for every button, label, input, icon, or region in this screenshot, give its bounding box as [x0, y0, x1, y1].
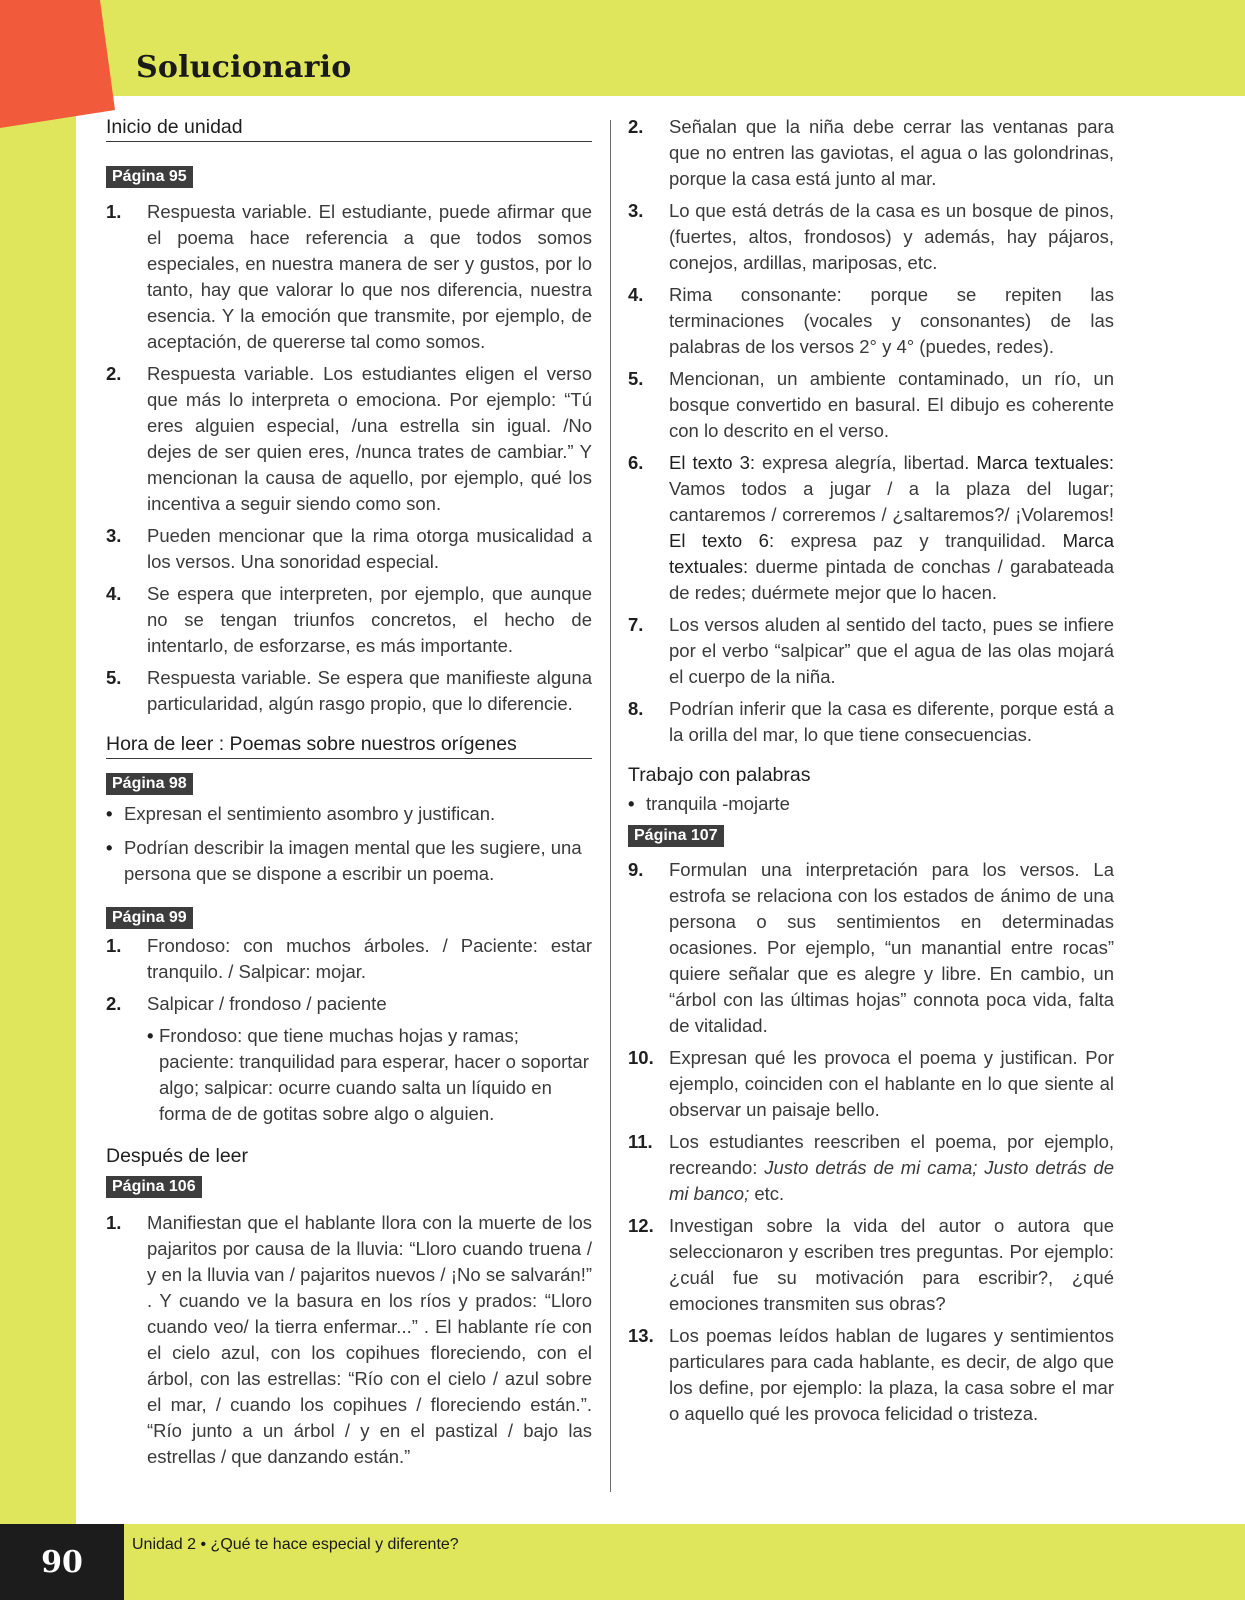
list-item: 2. Respuesta variable. Los estudiantes eligen el verso que más lo interpreta o emociona. Por ejemplo: “Tú eres alguien especial, /una estrella sin igual. /No dejes de ser quien eres, /nunca trates de cambiar.” Y mencionan la causa de aquello, por ejemplo, qué los incentiva a seguir siendo como son.: [106, 363, 592, 514]
list-item: 12. Investigan sobre la vida del autor o autora que seleccionaron y escriben tres preguntas. Por ejemplo: ¿cuál fue su motivación para escribir?, ¿qué emociones transmiten sus obras?: [628, 1215, 1114, 1314]
list-item: 2. Señalan que la niña debe cerrar las ventanas para que no entren las gaviotas, el agua o las golondrinas, porque la casa está junto al mar.: [628, 116, 1114, 189]
list-item: 8. Podrían inferir que la casa es diferente, porque está a la orilla del mar, lo que tiene consecuencias.: [628, 698, 1114, 745]
sub-bullet-item: • Frondoso: que tiene muchas hojas y ramas; paciente: tranquilidad para esperar, hacer o soportar algo; salpicar: ocurre cuando salta un líquido en forma de de gotitas sobre algo o alguien.: [147, 1025, 589, 1124]
list-item: 10. Expresan qué les provoca el poema y justifican. Por ejemplo, coinciden con el hablante en lo que siente al observar un paisaje bello.: [628, 1047, 1114, 1120]
section-heading-trabajo: Trabajo con palabras: [628, 764, 811, 786]
label-texto-6: El texto 6:: [669, 530, 775, 551]
corner-tab: [0, 0, 115, 128]
page-label-98: Página 98: [106, 773, 193, 795]
column-divider: [610, 120, 611, 1492]
list-p95: [106, 199, 592, 717]
list-item: 1. Respuesta variable. El estudiante, puede afirmar que el poema hace referencia a que todos somos especiales, en nuestra manera de ser y gustos, por lo tanto, hay que valorar lo que nos diferencia, nuestra esencia. Y la emoción que transmite, por ejemplo, de aceptación, de quererse tal como somos.: [106, 201, 592, 352]
label-marca-textuales: Marca textuales:: [669, 530, 1114, 577]
page-label-107: Página 107: [628, 825, 724, 847]
left-column: [106, 114, 592, 1476]
list-item: 1. Manifiestan que el hablante llora con la muerte de los pajaritos por causa de la lluvia: “Lloro cuando truena / y en la lluvia van / pajaritos nuevos / ¡No se salvarán!” . Y cuando ve la basura en los ríos y prados: “Lloro cuando veo/ la tierra enfermar...” . El hablante ríe con el cielo azul, con los copihues floreciendo, con el árbol, con las estrellas: “Río con el cielo / azul sobre el mar, / cuando los copihues / floreciendo están.”. “Río junto a un árbol / y en el pastizal / bajo las estrellas / que danzando están.”: [106, 1212, 592, 1467]
page-label-106: Página 106: [106, 1176, 202, 1198]
bullet-item: • tranquila -mojarte: [628, 793, 790, 814]
list-item: 6. El texto 3: expresa alegría, libertad. Marca textuales: Vamos todos a jugar / a la plaza del lugar; cantaremos / correremos / ¿saltaremos?/ ¡Volaremos! El texto 6: expresa paz y tranquilidad. Marca textuales: duerme pintada de conchas / garabateada de redes; duérmete mejor que lo hacen.: [628, 452, 1115, 603]
section-heading-inicio: Inicio de unidad: [106, 114, 592, 142]
page-label-99: Página 99: [106, 907, 193, 929]
page-label-95: Página 95: [106, 166, 193, 188]
bullet-item: • Expresan el sentimiento asombro y justifican.: [106, 803, 496, 824]
list-item: 13. Los poemas leídos hablan de lugares y sentimientos particulares para cada hablante, es decir, de algo que los define, por ejemplo: la plaza, la casa sobre el mar o aquello qué les provoca felicidad o tristeza.: [628, 1325, 1114, 1424]
label-texto-3: El texto 3:: [669, 452, 756, 473]
list-item: 4. Rima consonante: porque se repiten las terminaciones (vocales y consonantes) de las palabras de los versos 2° y 4° (puedes, redes).: [628, 284, 1114, 357]
list-item: 1. Frondoso: con muchos árboles. / Paciente: estar tranquilo. / Salpicar: mojar.: [106, 935, 592, 982]
page-title: Solucionario: [136, 50, 352, 85]
left-margin-strip: [0, 0, 76, 1600]
bullet-item: • Podrían describir la imagen mental que les sugiere, una persona que se dispone a escribir un poema.: [106, 837, 582, 884]
right-column: [628, 114, 1114, 1433]
list-item: 3. Pueden mencionar que la rima otorga musicalidad a los versos. Una sonoridad especial.: [106, 525, 592, 572]
list-item: 3. Lo que está detrás de la casa es un bosque de pinos, (fuertes, altos, frondosos) y además, hay pájaros, conejos, ardillas, mariposas, etc.: [628, 200, 1114, 273]
list-item: 5. Mencionan, un ambiente contaminado, un río, un bosque convertido en basural. El dibujo es coherente con lo descrito en el verso.: [628, 368, 1114, 441]
label-marca-textuales: Marca textuales:: [976, 452, 1115, 473]
list-item: 5. Respuesta variable. Se espera que manifieste alguna particularidad, algún rasgo propio, que lo diferencie.: [106, 667, 592, 714]
list-item: 2. Salpicar / frondoso / paciente: [106, 993, 387, 1014]
list-item: 7. Los versos aluden al sentido del tacto, pues se infiere por el verbo “salpicar” que el agua de las olas mojará el cuerpo de la niña.: [628, 614, 1114, 687]
section-heading-despues: Después de leer: [106, 1145, 249, 1167]
page-number: 90: [0, 1524, 124, 1600]
list-item: 11. Los estudiantes reescriben el poema, por ejemplo, recreando: Justo detrás de mi cama; Justo detrás de mi banco; etc.: [628, 1131, 1114, 1204]
list-item: 9. Formulan una interpretación para los versos. La estrofa se relaciona con los estados de ánimo de una persona o sus sentimientos en determinadas ocasiones. Por ejemplo, “un manantial entre rocas” quiere señalar que es alegre y libre. En cambio, un “árbol con las últimas hojas” connota poca vida, falta de vitalidad.: [628, 859, 1114, 1036]
footer-unit-text: Unidad 2 • ¿Qué te hace especial y diferente?: [132, 1536, 459, 1553]
list-item: 4. Se espera que interpreten, por ejemplo, que aunque no se tengan triunfos concretos, el hecho de intentarlo, de esforzarse, es más importante.: [106, 583, 592, 656]
section-heading-hora: Hora de leer : Poemas sobre nuestros orígenes: [106, 731, 592, 759]
